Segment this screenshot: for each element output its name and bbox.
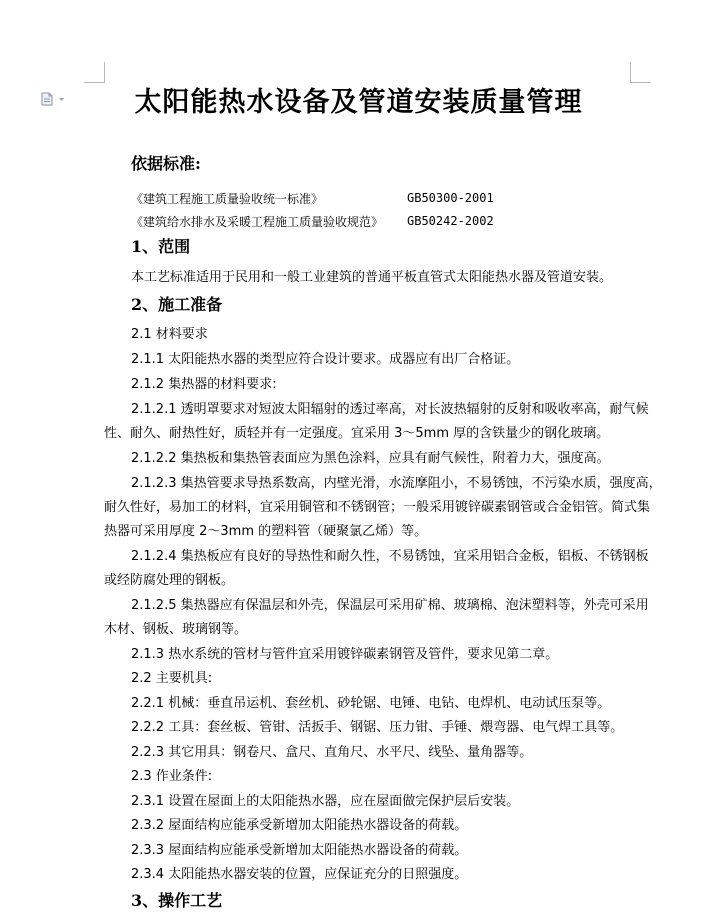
paragraph-line: 2.1.2.2 集热板和集热管表面应为黑色涂料，应具有耐气候性，附着力大，强度高。 (131, 451, 610, 466)
standard-name: 《建筑工程施工质量验收统一标准》 (131, 192, 324, 206)
standard-code: GB50242-2002 (407, 214, 494, 228)
standard-name: 《建筑给水排水及采暖工程施工质量验收规范》 (131, 215, 384, 229)
paragraph-line: 2.1.3 热水系统的管材与管件宜采用镀锌碳素钢管及管件，要求见第二章。 (131, 647, 559, 662)
paragraph-line: 2.1.2.4 集热板应有良好的导热性和耐久性，不易锈蚀，宜采用铝合金板，铝板、不锈钢板 (131, 549, 649, 564)
document-title: 太阳能热水设备及管道安装质量管理 (134, 87, 583, 118)
paragraph-line: 2.3.4 太阳能热水器安装的位置，应保证充分的日照强度。 (131, 867, 468, 882)
paragraph-line: 2.2.1 机械：垂直吊运机、套丝机、砂轮锯、电锤、电钻、电焊机、电动试压泵等。 (131, 696, 611, 711)
paragraph-line: 2.2.3 其它用具：钢卷尺、盒尺、直角尺、水平尺、线坠、量角器等。 (131, 745, 533, 760)
section-heading: 3、操作工艺 (131, 891, 223, 910)
paragraph-line: 耐久性好，易加工的材料，宜采用铜管和不锈钢管；一般采用镀锌碳素钢管或合金铝管。简式集 (104, 500, 651, 515)
paragraph-line: 或经防腐处理的钢板。 (104, 573, 235, 588)
paragraph-line: 2.2.2 工具：套丝板、管钳、活扳手、钢锯、压力钳、手锤、煨弯器、电气焊工具等。 (131, 720, 624, 735)
basis-heading: 依据标准: (131, 154, 201, 173)
paragraph-line: 性、耐久、耐热性好，质轻并有一定强度。宜采用 3～5mm 厚的含铁量少的钢化玻璃。 (104, 426, 610, 441)
paragraph-line: 2.1.2.5 集热器应有保温层和外壳，保温层可采用矿棉、玻璃棉、泡沫塑料等，外壳可采用 (131, 598, 649, 613)
paragraph-line: 2.3.3 屋面结构应能承受新增加太阳能热水器设备的荷载。 (131, 843, 468, 858)
section-heading: 1、范围 (131, 237, 191, 256)
paragraph-line: 2.2 主要机具: (131, 671, 213, 686)
paragraph-line: 2.1 材料要求 (131, 327, 208, 342)
paragraph-line: 2.3.2 屋面结构应能承受新增加太阳能热水器设备的荷载。 (131, 818, 468, 833)
paragraph-line: 2.1.2.1 透明罩要求对短波太阳辐射的透过率高，对长波热辐射的反射和吸收率高，耐气候 (131, 402, 649, 417)
paragraph-line: 2.1.2 集热器的材料要求: (131, 377, 277, 392)
standard-code: GB50300-2001 (407, 191, 494, 205)
paragraph-line: 热器可采用厚度 2～3mm 的塑料管（硬聚氯乙烯）等。 (104, 524, 428, 539)
paragraph-line: 本工艺标准适用于民用和一般工业建筑的普通平板直管式太阳能热水器及管道安装。 (131, 270, 613, 285)
paragraph-line: 2.3.1 设置在屋面上的太阳能热水器，应在屋面做完保护层后安装。 (131, 794, 520, 809)
paragraph-line: 木材、钢板、玻璃钢等。 (104, 622, 248, 637)
paragraph-line: 2.3 作业条件: (131, 769, 213, 784)
paragraph-line: 2.1.1 太阳能热水器的类型应符合设计要求。成器应有出厂合格证。 (131, 352, 520, 367)
section-heading: 2、施工准备 (131, 295, 223, 314)
paragraph-line: 2.1.2.3 集热管要求导热系数高，内壁光滑，水流摩阻小，不易锈蚀，不污染水质，强度高， (131, 476, 662, 491)
